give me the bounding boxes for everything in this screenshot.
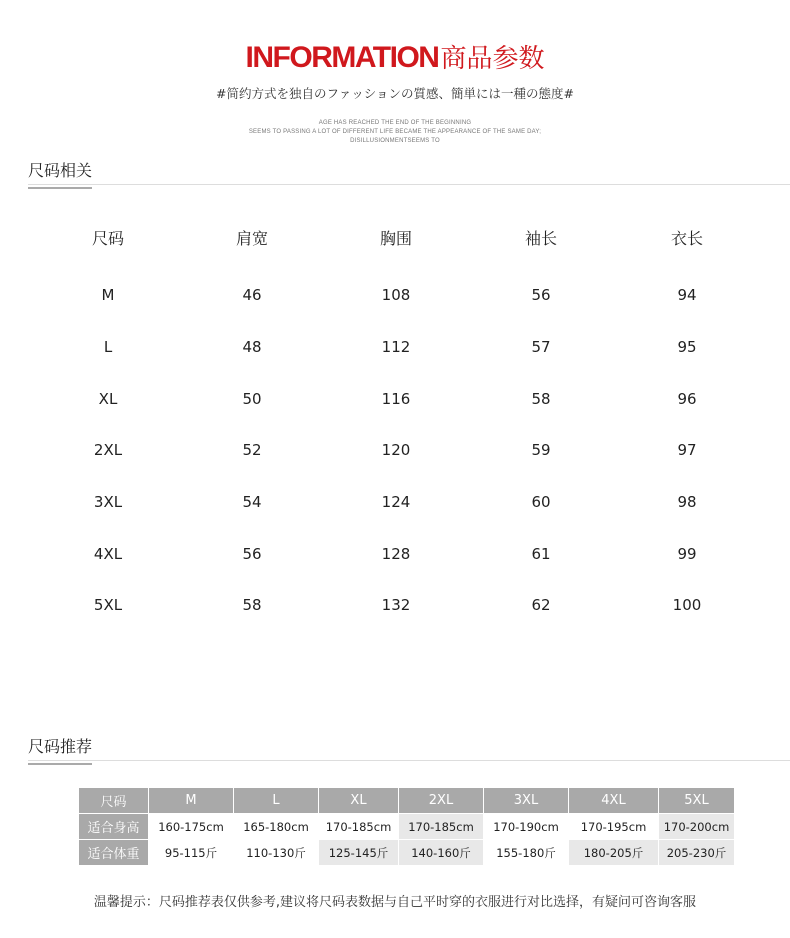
size-header-cell: 袖长 <box>524 229 558 248</box>
header-cell: 4XL <box>569 788 659 814</box>
table-cell: 125-145斤 <box>319 840 399 866</box>
size-value: 57 <box>531 338 551 356</box>
tagline-line-2: SEEMS TO PASSING A LOT OF DIFFERENT LIFE BECAME THE APPEARANCE OF THE SAME DAY; <box>248 129 542 135</box>
size-label: 3XL <box>93 493 123 511</box>
header-cell: 2XL <box>399 788 484 814</box>
table-cell: 170-200cm <box>659 814 735 840</box>
table-cell: 170-185cm <box>399 814 484 840</box>
size-value: 62 <box>531 596 551 614</box>
header-cell: 3XL <box>484 788 569 814</box>
size-header-cell: 衣长 <box>670 229 704 248</box>
size-value: 94 <box>677 286 697 304</box>
row-label: 适合体重 <box>79 840 149 866</box>
size-value: 48 <box>242 338 262 356</box>
size-value: 99 <box>677 545 697 563</box>
section-divider <box>28 760 790 761</box>
recommendation-header-row <box>79 788 735 814</box>
size-label: XL <box>98 390 118 408</box>
size-value: 58 <box>242 596 262 614</box>
size-label: 5XL <box>93 596 123 614</box>
size-value: 60 <box>531 493 551 511</box>
size-value: 52 <box>242 441 262 459</box>
size-value: 120 <box>381 441 411 459</box>
size-value: 56 <box>531 286 551 304</box>
header-cell: 尺码 <box>79 788 149 814</box>
table-cell: 95-115斤 <box>149 840 234 866</box>
size-value: 116 <box>381 390 411 408</box>
section-divider <box>28 184 790 185</box>
size-value: 50 <box>242 390 262 408</box>
table-cell: 165-180cm <box>234 814 319 840</box>
size-label: L <box>103 338 113 356</box>
size-value: 132 <box>381 596 411 614</box>
size-value: 58 <box>531 390 551 408</box>
size-value: 96 <box>677 390 697 408</box>
size-value: 54 <box>242 493 262 511</box>
table-cell: 180-205斤 <box>569 840 659 866</box>
title-english: INFORMATION <box>245 41 439 74</box>
header-cell: M <box>149 788 234 814</box>
tip-note: 温馨提示：尺码推荐表仅供参考,建议将尺码表数据与自己平时穿的衣服进行对比选择，有疑问可咨询客服 <box>93 895 697 910</box>
header-cell: L <box>234 788 319 814</box>
size-value: 97 <box>677 441 697 459</box>
size-header-cell: 胸围 <box>379 229 413 248</box>
size-value: 128 <box>381 545 411 563</box>
size-value: 95 <box>677 338 697 356</box>
subtitle: #简约方式を独自のファッションの質感、簡単には一種の態度# <box>216 86 574 101</box>
size-label: 2XL <box>93 441 123 459</box>
table-cell: 155-180斤 <box>484 840 569 866</box>
table-cell: 110-130斤 <box>234 840 319 866</box>
size-header-cell: 肩宽 <box>235 229 269 248</box>
table-cell: 205-230斤 <box>659 840 735 866</box>
row-label: 适合身高 <box>79 814 149 840</box>
table-cell: 140-160斤 <box>399 840 484 866</box>
size-value: 46 <box>242 286 262 304</box>
table-row <box>79 814 735 840</box>
size-header-cell: 尺码 <box>91 229 125 248</box>
table-cell: 170-185cm <box>319 814 399 840</box>
table-cell: 170-195cm <box>569 814 659 840</box>
page-header <box>0 38 790 75</box>
size-value: 108 <box>381 286 411 304</box>
size-value: 112 <box>381 338 411 356</box>
table-row <box>79 840 735 866</box>
size-value: 124 <box>381 493 411 511</box>
size-recommendation-table <box>78 787 735 866</box>
title-chinese: 商品参数 <box>440 44 545 74</box>
size-value: 98 <box>677 493 697 511</box>
header-cell: 5XL <box>659 788 735 814</box>
size-label: M <box>101 286 115 304</box>
size-value: 100 <box>672 596 702 614</box>
table-cell: 160-175cm <box>149 814 234 840</box>
tagline-line-3: DISILLUSIONMENTSEEMS TO <box>350 138 440 144</box>
table-cell: 170-190cm <box>484 814 569 840</box>
recommend-section-title: 尺码推荐 <box>28 734 92 765</box>
size-section-title: 尺码相关 <box>28 158 92 189</box>
tagline-line-1: AGE HAS REACHED THE END OF THE BEGINNING <box>318 120 472 126</box>
size-value: 56 <box>242 545 262 563</box>
size-label: 4XL <box>93 545 123 563</box>
header-cell: XL <box>319 788 399 814</box>
size-value: 61 <box>531 545 551 563</box>
size-value: 59 <box>531 441 551 459</box>
